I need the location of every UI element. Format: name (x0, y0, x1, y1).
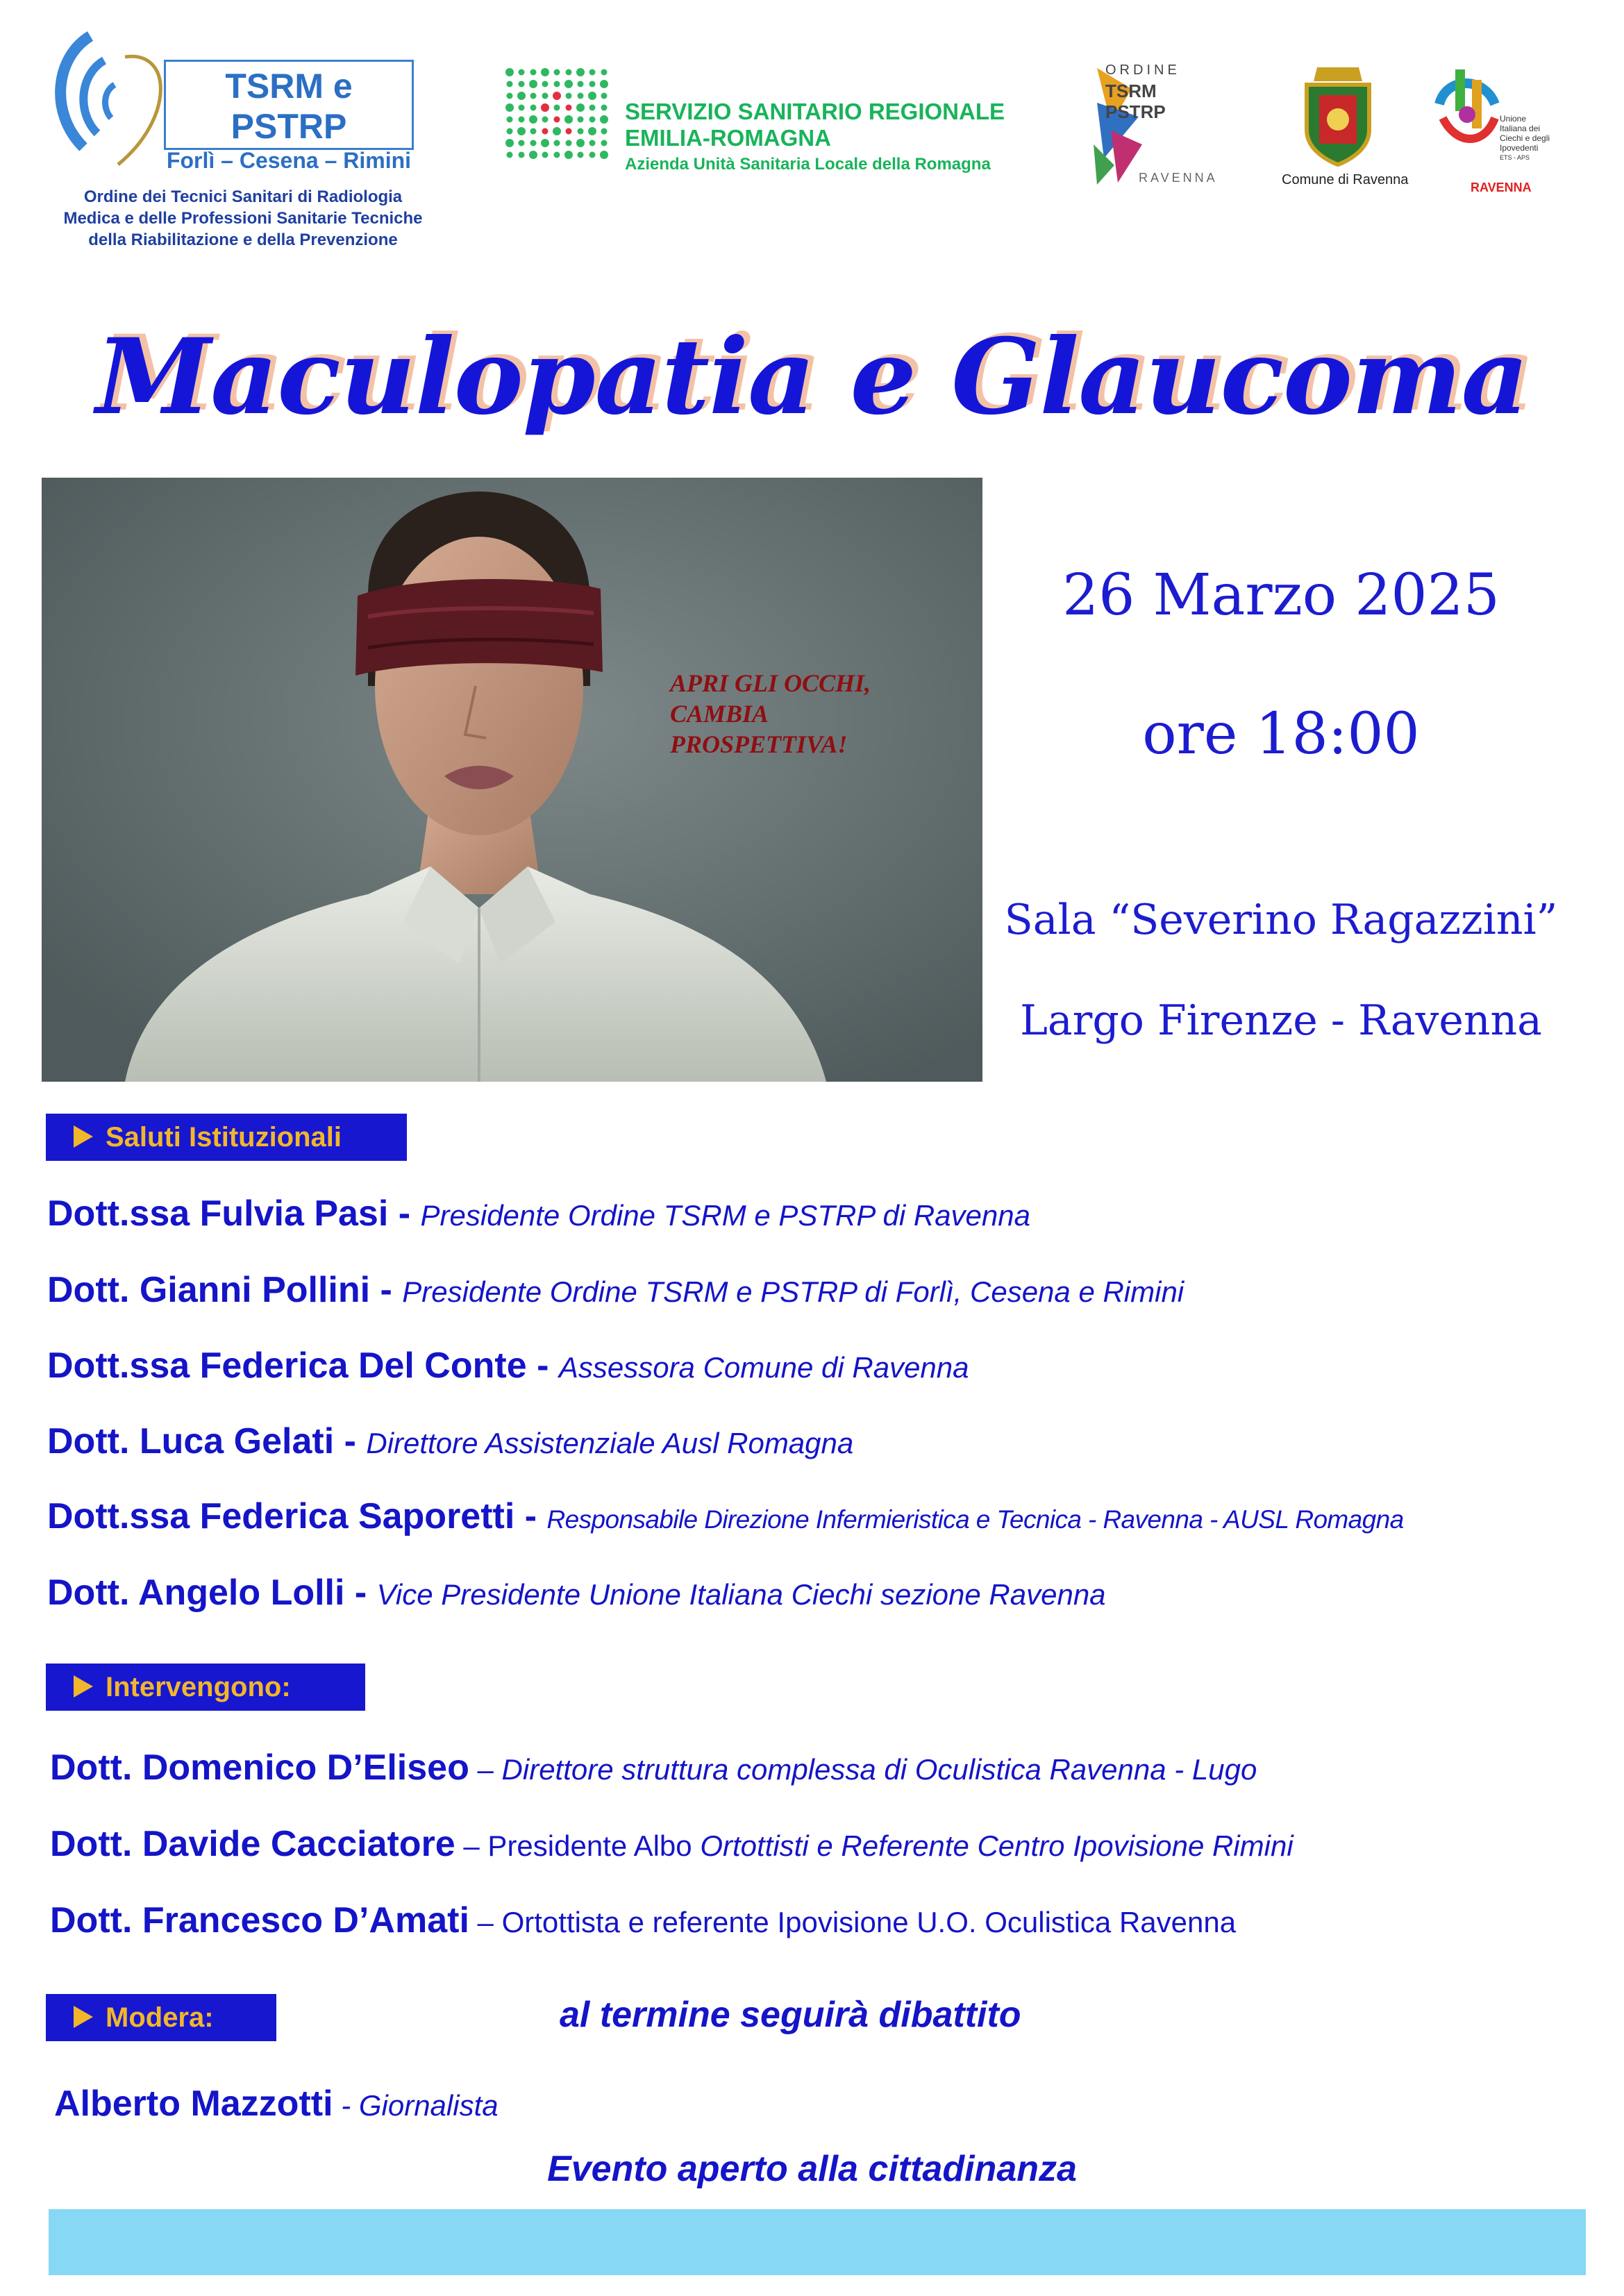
section-intervengono-label: Intervengono: (106, 1672, 291, 1702)
speaker-role: – Direttore struttura complessa di Oculistica Ravenna - Lugo (469, 1753, 1257, 1786)
speaker-row (50, 1823, 1294, 1865)
tsrm-name-box (164, 60, 414, 173)
tsrm-arc-icon (42, 29, 174, 168)
event-address: Largo Firenze - Ravenna (1020, 996, 1542, 1045)
speaker-role: Assessora Comune di Ravenna (558, 1351, 969, 1384)
event-date: 26 Marzo 2025 (1062, 562, 1500, 628)
section-saluti (46, 1114, 407, 1161)
blindfold-photo (42, 478, 982, 1082)
speaker-row (47, 1193, 1030, 1234)
speaker-name: Dott.ssa Federica Del Conte - (47, 1346, 559, 1386)
ordine-line2: TSRM (1105, 81, 1157, 101)
speaker-row (47, 1421, 853, 1462)
debate-note: al termine seguirà dibattito (560, 1995, 1021, 2035)
tsrm-sub3: della Riabilitazione e della Prevenzione (88, 231, 398, 249)
tsrm-line2: Forlì – Cesena – Rimini (166, 148, 412, 173)
speaker-row (47, 1269, 1184, 1311)
play-arrow-icon (74, 1125, 93, 1148)
play-arrow-icon (74, 2006, 93, 2028)
ordine-line3: PSTRP (1105, 101, 1166, 122)
play-arrow-icon (74, 1675, 93, 1698)
tsrm-sub2: Medica e delle Professioni Sanitarie Tecniche (63, 209, 423, 228)
speaker-role-a: – Presidente Albo (455, 1829, 701, 1862)
speaker-row (47, 1572, 1106, 1614)
slogan-line2: CAMBIA (670, 700, 769, 728)
section-intervengono (46, 1664, 365, 1711)
uici-line4: Ipovedenti (1500, 143, 1539, 153)
ssr-logo-text (625, 99, 1005, 178)
tsrm-sub1: Ordine dei Tecnici Sanitari di Radiologia (83, 187, 403, 206)
event-time: ore 18:00 (1142, 701, 1420, 767)
speaker-name: Dott. Domenico D’Eliseo (50, 1748, 469, 1788)
photo-slogan (670, 668, 871, 760)
tsrm-line1: TSRM e PSTRP (225, 67, 353, 146)
comune-label: Comune di Ravenna (1282, 172, 1409, 187)
slogan-line3: PROSPETTIVA! (670, 730, 848, 758)
speaker-row (47, 1495, 1404, 1537)
speaker-role: Responsabile Direzione Infermieristica e Tecnica - Ravenna - AUSL Romagna (546, 1505, 1404, 1534)
uici-line1: Unione (1500, 114, 1527, 124)
section-modera (46, 1994, 276, 2041)
uici-line2: Italiana dei (1500, 124, 1541, 133)
ssr-line1: SERVIZIO SANITARIO REGIONALE (625, 99, 1005, 124)
speaker-role: Direttore Assistenziale Ausl Romagna (366, 1427, 854, 1459)
slogan-line1: APRI GLI OCCHI, (670, 669, 871, 697)
speaker-name: Dott. Francesco D’Amati (50, 1900, 469, 1941)
speaker-name: Dott. Davide Cacciatore (50, 1824, 455, 1864)
comune-crest-icon (1300, 64, 1376, 168)
uici-line5: ETS - APS (1500, 154, 1530, 161)
section-modera-label: Modera: (106, 2002, 214, 2033)
speaker-row (47, 1345, 969, 1386)
speaker-name: Dott. Gianni Pollini - (47, 1270, 403, 1310)
speaker-role: – Ortottista e referente Ipovisione U.O. Oculistica Ravenna (469, 1906, 1237, 1938)
moderator-row (54, 2083, 499, 2125)
section-saluti-label: Saluti Istituzionali (106, 1122, 342, 1153)
speaker-row (50, 1900, 1236, 1941)
speaker-name: Dott. Luca Gelati - (47, 1421, 367, 1461)
speaker-role: Presidente Ordine TSRM e PSTRP di Forlì, Cesena e Rimini (402, 1275, 1184, 1308)
event-venue: Sala “Severino Ragazzini” (1004, 896, 1558, 944)
speaker-name: Dott. Angelo Lolli - (47, 1573, 377, 1613)
speaker-role: Vice Presidente Unione Italiana Ciechi sezione Ravenna (376, 1578, 1106, 1611)
ordine-ravenna-city: RAVENNA (1139, 171, 1218, 185)
footer-bar (49, 2209, 1586, 2275)
uici-logo-icon (1429, 62, 1505, 177)
moderator-role: - Giornalista (333, 2089, 499, 2122)
ssr-line3: Azienda Unità Sanitaria Locale della Romagna (625, 155, 991, 174)
speaker-row (50, 1747, 1257, 1788)
ssr-dots-icon (504, 67, 615, 171)
speaker-name: Dott.ssa Federica Saporetti - (47, 1496, 547, 1536)
uici-city: RAVENNA (1471, 181, 1532, 194)
open-event-note: Evento aperto alla cittadinanza (547, 2149, 1077, 2189)
speaker-role: Presidente Ordine TSRM e PSTRP di Ravenna (420, 1199, 1030, 1232)
blindfolded-woman-image (42, 478, 982, 1082)
tsrm-subtitle (62, 186, 424, 251)
speaker-name: Dott.ssa Fulvia Pasi - (47, 1193, 421, 1234)
uici-text (1500, 114, 1569, 162)
page-title: Maculopatia e Glaucoma (96, 316, 1528, 438)
ssr-line2: EMILIA-ROMAGNA (625, 125, 831, 151)
uici-line3: Ciechi e degli (1500, 133, 1550, 143)
ordine-line1: ORDINE (1105, 62, 1180, 78)
ordine-ravenna-text (1105, 60, 1244, 122)
moderator-name: Alberto Mazzotti (54, 2084, 333, 2124)
speaker-role-b: Ortottisti e Referente Centro Ipovisione Rimini (700, 1829, 1294, 1862)
